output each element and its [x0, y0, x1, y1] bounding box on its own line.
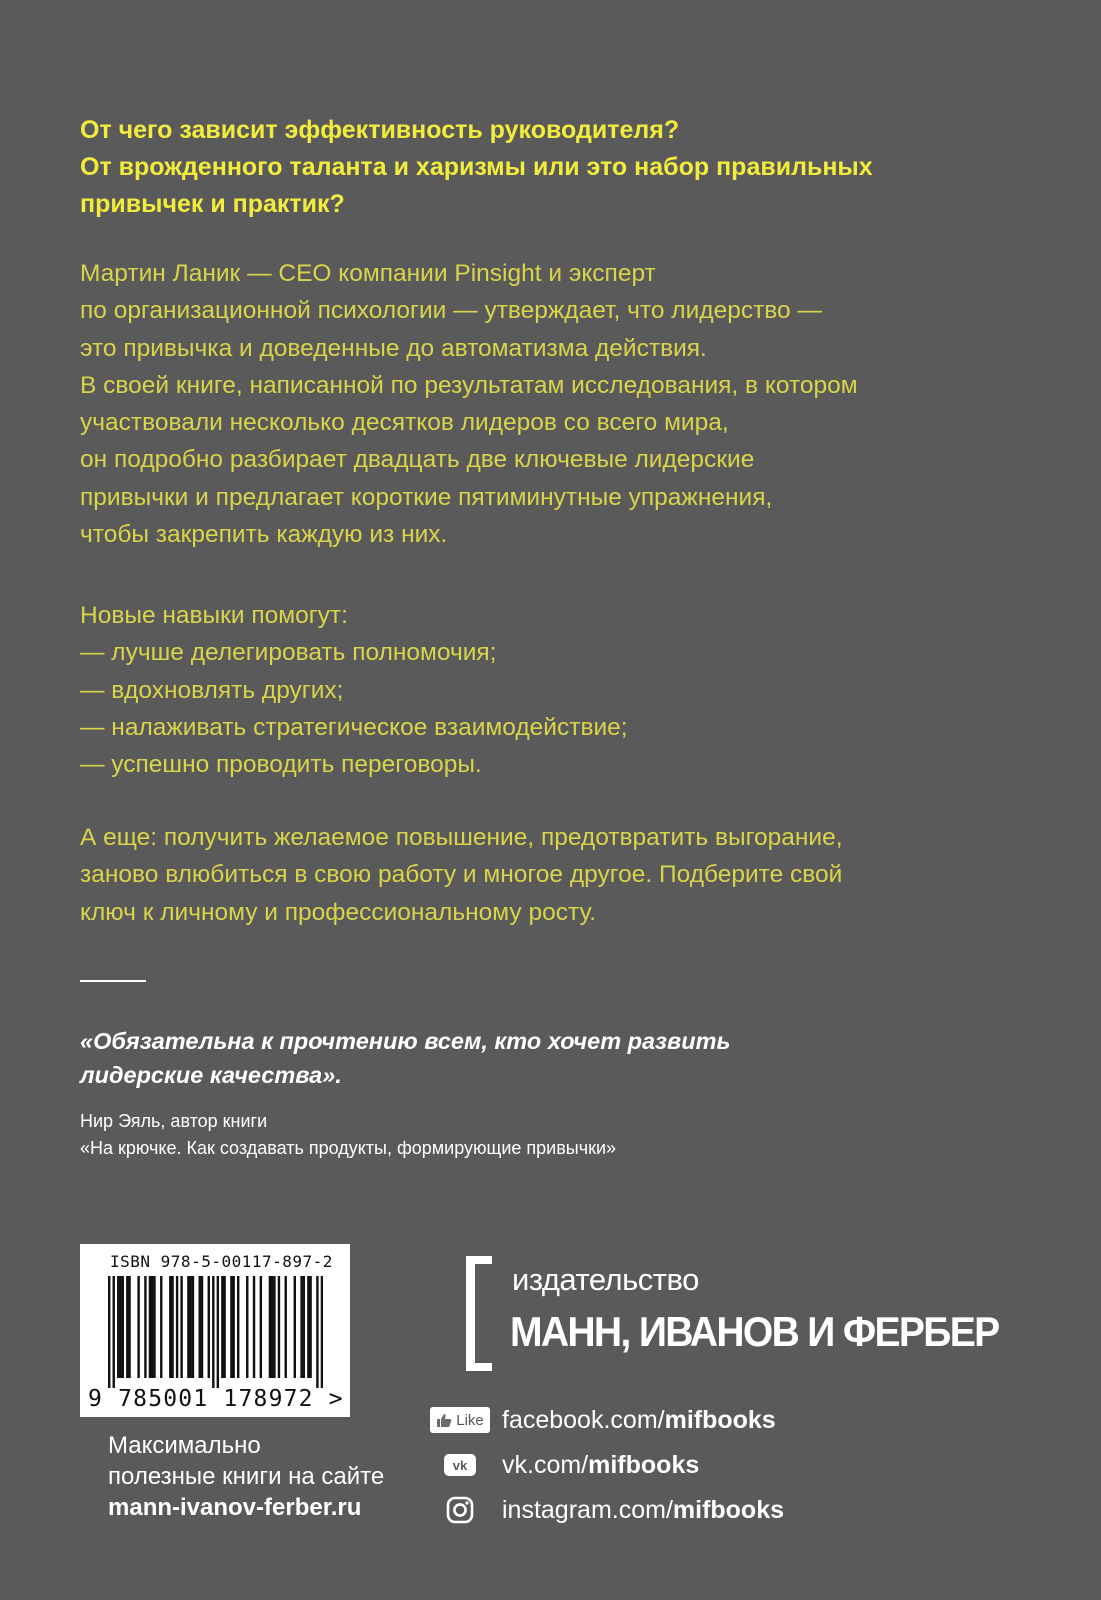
svg-text:vk: vk: [452, 1458, 468, 1473]
barcode-bar: [119, 1276, 121, 1378]
publisher-name: МАНН, ИВАНОВ И ФЕРБЕР: [510, 1308, 999, 1355]
barcode-bar: [232, 1276, 234, 1378]
barcode-bar: [303, 1276, 305, 1378]
quote-line: «Обязательна к прочтению всем, кто хочет развить: [80, 1028, 731, 1054]
barcode-bar: [294, 1276, 296, 1378]
intro-paragraph: [80, 255, 1040, 553]
intro-line: участвовали несколько десятков лидеров со всего мира,: [80, 409, 729, 437]
site-url-link[interactable]: mann-ivanov-ferber.ru: [108, 1494, 362, 1521]
barcode-bar: [260, 1276, 262, 1378]
intro-line: В своей книге, написанной по результатам исследования, в котором: [80, 371, 858, 399]
barcode-bar: [153, 1276, 155, 1378]
barcode-bar: [199, 1276, 201, 1378]
barcode-bar: [137, 1276, 139, 1378]
endorsement-quote: [80, 1024, 980, 1092]
barcode-bar: [151, 1276, 153, 1378]
barcode-bar: [128, 1276, 130, 1378]
barcode-bar: [285, 1276, 287, 1378]
extra-line: ключ к личному и профессиональному росту.: [80, 898, 597, 926]
barcode-bar: [176, 1276, 178, 1378]
barcode-bar: [117, 1276, 119, 1378]
divider: [80, 980, 146, 982]
barcode-bar: [144, 1276, 146, 1378]
social-prefix: facebook.com/: [502, 1405, 665, 1434]
social-vk[interactable]: [428, 1445, 1048, 1485]
barcode-bar: [212, 1276, 214, 1388]
site-note-line: полезные книги на сайте: [108, 1463, 385, 1490]
intro-line: привычки и предлагает короткие пятиминутные упражнения,: [80, 483, 773, 511]
barcode-bar: [189, 1276, 191, 1378]
site-note-line: Максимально: [108, 1432, 261, 1459]
skill-item: — налаживать стратегическое взаимодействие;: [80, 713, 628, 741]
social-handle: mifbooks: [672, 1495, 785, 1524]
barcode-bar: [113, 1276, 115, 1388]
barcode-bar: [171, 1276, 173, 1378]
instagram-icon: [446, 1496, 474, 1524]
site-note: [108, 1430, 428, 1523]
barcode-bar: [271, 1276, 273, 1378]
intro-line: он подробно разбирает двадцать две ключевые лидерские: [80, 446, 755, 474]
intro-line: чтобы закрепить каждую из них.: [80, 521, 448, 549]
barcode-bar: [253, 1276, 255, 1378]
barcode-bar: [180, 1276, 182, 1378]
ean-digits: 9 785001 178972 >: [88, 1386, 344, 1412]
headline: [80, 112, 980, 223]
barcode-bar: [237, 1276, 239, 1378]
barcode-bar: [192, 1276, 194, 1378]
skills-intro: Новые навыки помогут:: [80, 602, 348, 629]
social-instagram[interactable]: [428, 1490, 1048, 1530]
barcode-bar: [201, 1276, 203, 1378]
barcode-bar: [321, 1276, 323, 1388]
barcode-bar: [149, 1276, 151, 1378]
extra-paragraph: [80, 819, 1040, 931]
barcode-bar: [108, 1276, 110, 1388]
publisher-label: издательство: [512, 1262, 699, 1297]
barcode-bars: [108, 1276, 323, 1388]
barcode-bar: [278, 1276, 280, 1378]
headline-line: От чего зависит эффективность руководителя?: [80, 116, 680, 144]
barcode-bar: [316, 1276, 318, 1388]
attribution-line: «На крючке. Как создавать продукты, формирующие привычки»: [80, 1138, 617, 1158]
social-facebook[interactable]: [428, 1400, 1048, 1440]
social-prefix: vk.com/: [502, 1450, 589, 1479]
headline-line: От врожденного таланта и харизмы или это набор правильных: [80, 153, 873, 181]
barcode-bar: [309, 1276, 311, 1378]
skill-item: — вдохновлять других;: [80, 676, 344, 704]
extra-line: А еще: получить желаемое повышение, предотвратить выгорание,: [80, 824, 843, 851]
social-handle: mifbooks: [588, 1450, 700, 1479]
barcode-bar: [307, 1276, 309, 1378]
barcode-bar: [273, 1276, 275, 1378]
bracket-logo-icon: [466, 1256, 494, 1371]
barcode-bar: [126, 1276, 128, 1378]
intro-line: по организационной психологии — утверждает, что лидерство —: [80, 297, 822, 325]
vk-icon: [444, 1454, 476, 1476]
extra-line: заново влюбиться в свою работу и многое другое. Подберите свой: [80, 861, 843, 889]
barcode-bar: [230, 1276, 232, 1378]
barcode-bar: [187, 1276, 189, 1378]
isbn-number: ISBN 978-5-00117-897-2: [110, 1252, 333, 1271]
skills-list: [80, 597, 1040, 783]
like-icon: [430, 1407, 490, 1433]
barcode-bar: [169, 1276, 171, 1378]
like-label: Like: [456, 1411, 484, 1429]
barcode-bar: [246, 1276, 248, 1378]
intro-line: Мартин Ланик — CEO компании Pinsight и эксперт: [80, 260, 656, 287]
quote-attribution: [80, 1108, 980, 1162]
intro-line: это привычка и доведенные до автоматизма действия.: [80, 334, 707, 362]
skill-item: — лучше делегировать полномочия;: [80, 639, 497, 667]
social-handle: mifbooks: [664, 1405, 776, 1434]
isbn-barcode: [80, 1244, 350, 1417]
barcode-bar: [160, 1276, 162, 1378]
quote-line: лидерские качества».: [80, 1062, 342, 1088]
barcode-bar: [269, 1276, 271, 1378]
social-prefix: instagram.com/: [502, 1495, 673, 1524]
barcode-bar: [221, 1276, 223, 1378]
barcode-bar: [122, 1276, 124, 1378]
headline-line: привычек и практик?: [80, 190, 345, 218]
barcode-bar: [217, 1276, 219, 1388]
skill-item: — успешно проводить переговоры.: [80, 751, 482, 779]
barcode-bar: [223, 1276, 225, 1378]
barcode-bar: [300, 1276, 302, 1378]
attribution-line: Нир Эяль, автор книги: [80, 1111, 268, 1131]
barcode-bar: [208, 1276, 210, 1378]
